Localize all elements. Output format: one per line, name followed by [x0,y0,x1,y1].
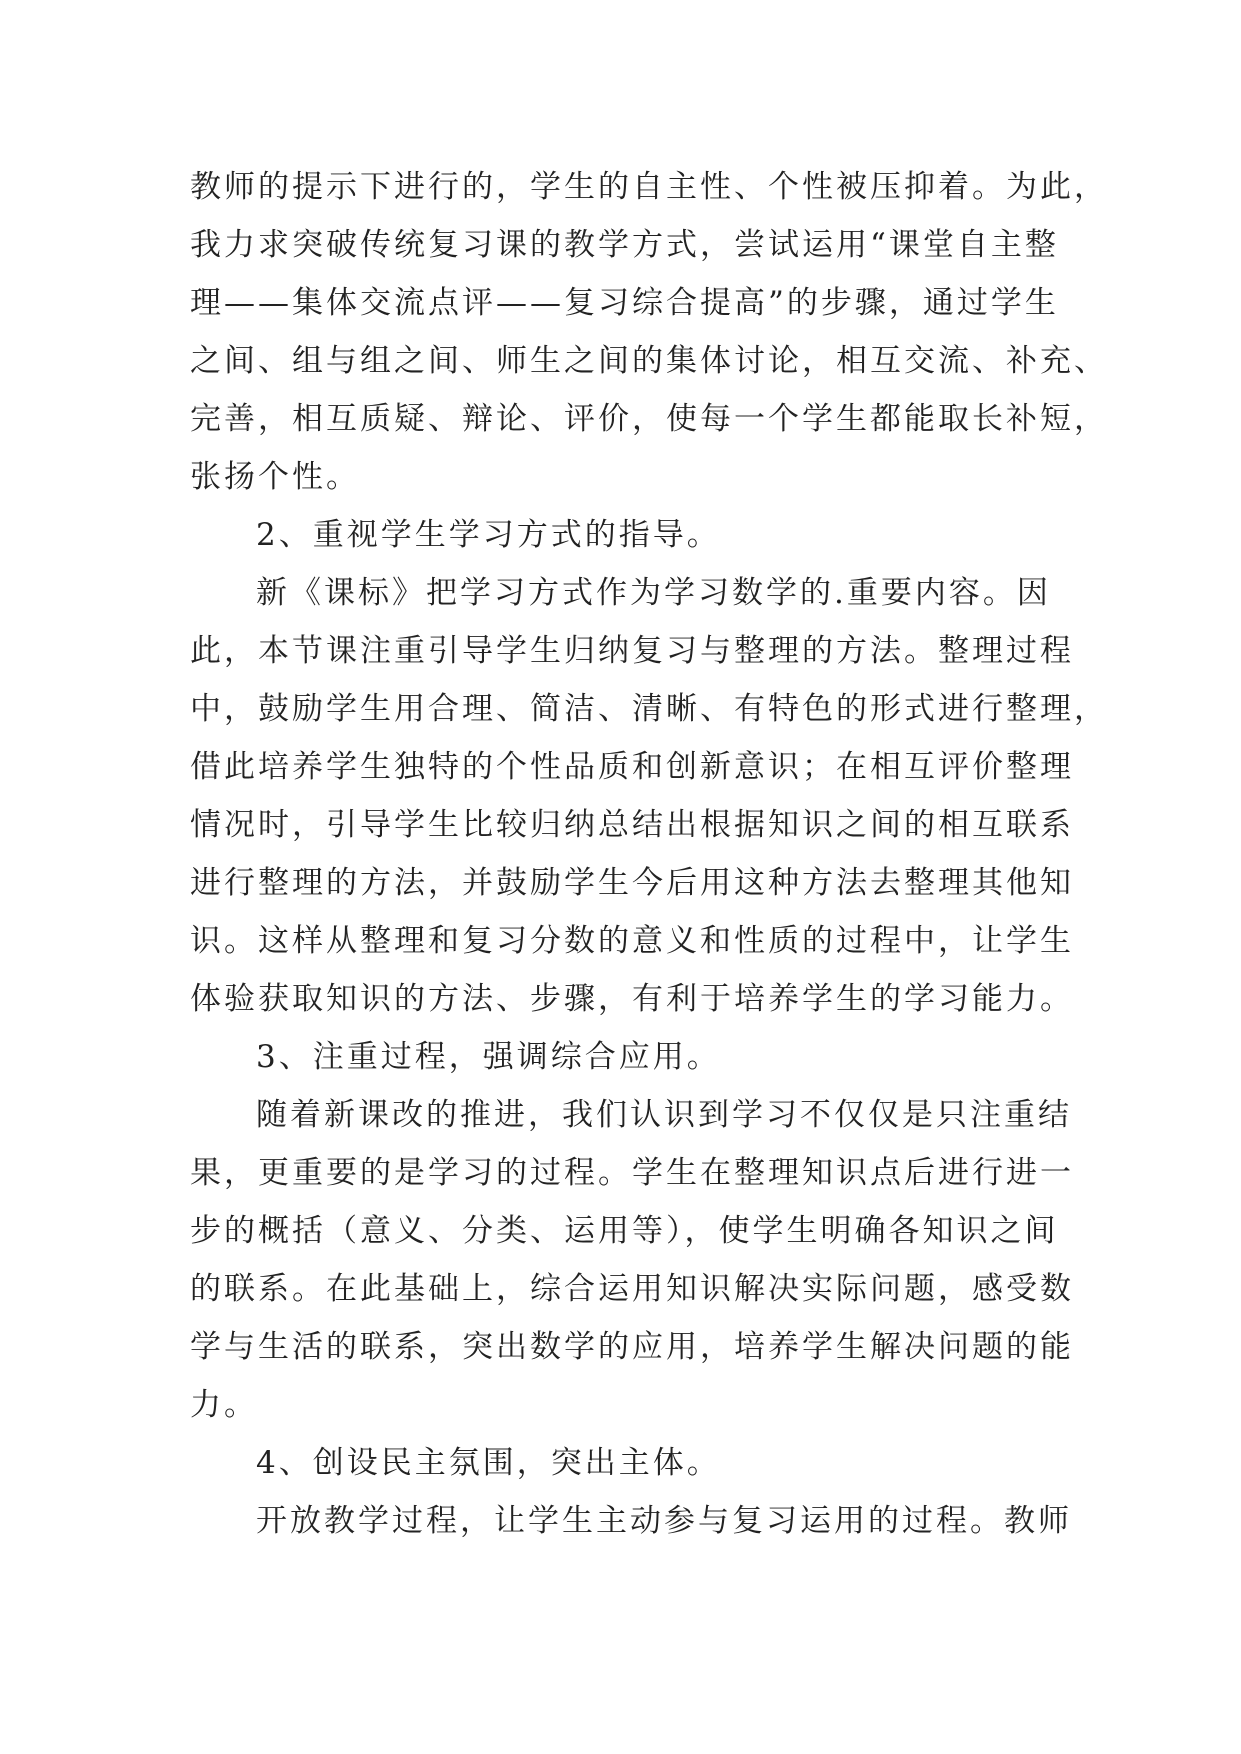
text-line: 步的概括（意义、分类、运用等），使学生明确各知识之间 [190,1213,1059,1249]
text-line: 的联系。在此基础上，综合运用知识解决实际问题，感受数 [190,1271,1074,1307]
text-line: 识。这样从整理和复习分数的意义和性质的过程中，让学生 [190,923,1074,959]
text-line: 理——集体交流点评——复习综合提高”的步骤，通过学生 [190,285,1059,321]
text-line: 教师的提示下进行的，学生的自主性、个性被压抑着。为此， [190,169,1108,205]
text-line: 张扬个性。 [190,459,360,495]
section-heading-2: 2、重视学生学习方式的指导。 [256,517,721,553]
text-line: 完善，相互质疑、辩论、评价，使每一个学生都能取长补短， [190,401,1108,437]
section-heading-4: 4、创设民主氛围，突出主体。 [256,1445,721,1481]
body-text [190,158,1108,1550]
text-line: 随着新课改的推进，我们认识到学习不仅仅是只注重结 [256,1097,1072,1133]
text-line: 力。 [190,1387,258,1423]
text-line: 此，本节课注重引导学生归纳复习与整理的方法。整理过程 [190,633,1074,669]
text-line: 学与生活的联系，突出数学的应用，培养学生解决问题的能 [190,1329,1074,1365]
text-line: 之间、组与组之间、师生之间的集体讨论，相互交流、补充、 [190,343,1108,379]
section-heading-3: 3、注重过程，强调综合应用。 [256,1039,721,1075]
text-line: 体验获取知识的方法、步骤，有利于培养学生的学习能力。 [190,981,1074,1017]
text-line: 果，更重要的是学习的过程。学生在整理知识点后进行进一 [190,1155,1074,1191]
text-line: 借此培养学生独特的个性品质和创新意识；在相互评价整理 [190,749,1074,785]
text-line: 进行整理的方法，并鼓励学生今后用这种方法去整理其他知 [190,865,1074,901]
text-line: 新《课标》把学习方式作为学习数学的.重要内容。因 [256,575,1051,611]
text-line: 中，鼓励学生用合理、简洁、清晰、有特色的形式进行整理， [190,691,1108,727]
text-line: 情况时，引导学生比较归纳总结出根据知识之间的相互联系 [190,807,1074,843]
text-line: 我力求突破传统复习课的教学方式，尝试运用“课堂自主整 [190,227,1059,263]
text-line: 开放教学过程，让学生主动参与复习运用的过程。教师 [256,1503,1072,1539]
